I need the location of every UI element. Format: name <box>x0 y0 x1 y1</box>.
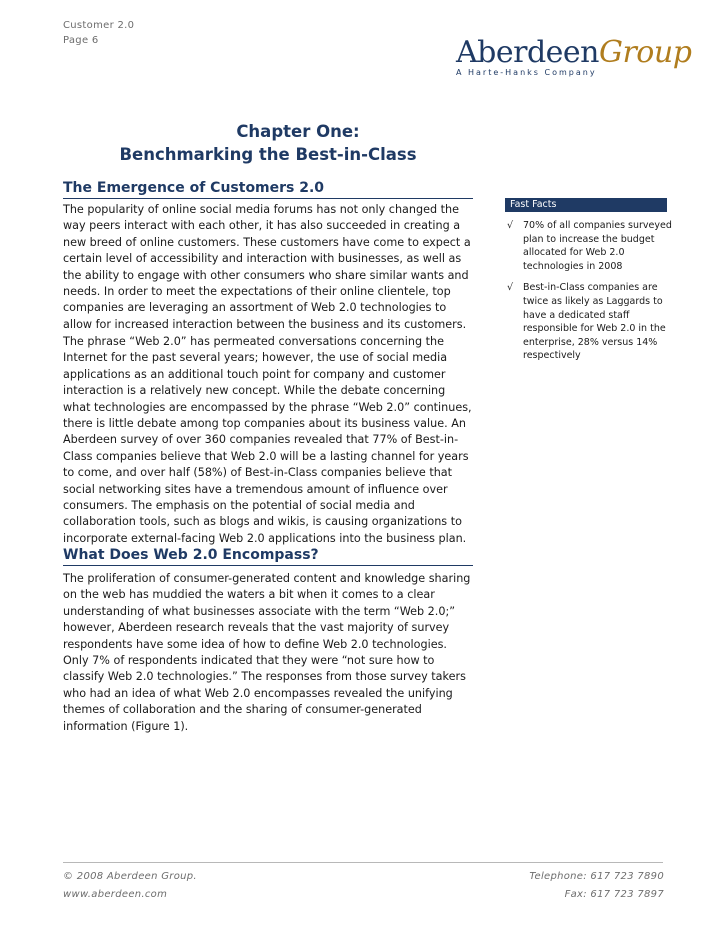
checkmark-icon: √ <box>507 282 514 294</box>
logo-name-aberdeen: Aberdeen <box>456 35 599 70</box>
logo-wordmark <box>456 35 692 70</box>
logo-tagline: A Harte-Hanks Company <box>456 68 597 77</box>
fast-fact-item <box>507 281 672 363</box>
body-paragraph: The popularity of online social media forums has not only changed the way peers interact with each other, it has also succeeded in creating a new breed of online customers. These customers have come to expect a certain level of accessibility and interaction with businesses, as well as the ability to engage with other consumers who share similar wants and needs. In order to meet the expectations of their online clientele, top companies are leveraging an assortment of Web 2.0 technologies to allow for increased interaction between the business and its customers. <box>63 203 471 331</box>
telephone: Telephone: 617 723 7890 <box>529 871 664 882</box>
chapter-number: Chapter One: <box>236 122 360 141</box>
website-link[interactable]: www.aberdeen.com <box>63 889 168 900</box>
section-heading-emergence: The Emergence of Customers 2.0 <box>63 180 473 199</box>
body-paragraph: The phrase “Web 2.0” has permeated conversations concerning the Internet for the past several years; however, the use of social media applications as an additional touch point for company and customer interaction is a relatively new concept. While the debate concerning what technologies are encompassed by the phrase “Web 2.0” continues, there is little debate among top companies about its business value. An Aberdeen survey of over 360 companies revealed that 77% of Best-in-Class companies believe that Web 2.0 will be a lasting channel for years to come, and over half (58%) of Best-in-Class companies believe that social networking sites have a tremendous amount of influence over consumers. The emphasis on the potential of social media and collaboration tools, such as blogs and wikis, is causing organizations to incorporate external-facing Web 2.0 applications into the business plan. <box>63 335 472 545</box>
footer-divider <box>63 862 663 863</box>
page-number: Page 6 <box>63 35 99 46</box>
body-paragraph: The proliferation of consumer-generated content and knowledge sharing on the web has muddied the waters a bit when it comes to a clear understanding of what businesses associate with the term “Web 2.0;” however, Aberdeen research reveals that the vast majority of survey respondents have some idea of how to define Web 2.0 technologies. Only 7% of respondents indicated that they were “not sure how to classify Web 2.0 technologies.” The responses from those survey takers who had an idea of what Web 2.0 encompasses revealed the unifying themes of collaboration and the sharing of consumer-generated information (Figure 1). <box>63 572 471 733</box>
fast-fact-item <box>507 219 672 273</box>
fast-fact-text: 70% of all companies surveyed plan to increase the budget allocated for Web 2.0 technologies in 2008 <box>523 220 672 272</box>
footer-left <box>63 868 197 904</box>
fast-fact-text: Best-in-Class companies are twice as likely as Laggards to have a dedicated staff responsible for Web 2.0 in the enterprise, 28% versus 14% respectively <box>523 282 666 362</box>
running-header <box>63 18 134 48</box>
chapter-title: Benchmarking the Best-in-Class <box>119 145 417 164</box>
logo-name-group: Group <box>599 35 692 70</box>
section-heading-web20: What Does Web 2.0 Encompass? <box>63 547 473 566</box>
fast-facts-list <box>507 219 672 371</box>
checkmark-icon: √ <box>507 220 514 231</box>
footer-right <box>529 868 664 904</box>
doc-title: Customer 2.0 <box>63 20 135 31</box>
aberdeen-logo <box>456 35 692 77</box>
copyright: © 2008 Aberdeen Group. <box>63 871 197 882</box>
fast-facts-title: Fast Facts <box>505 198 667 212</box>
fax: Fax: 617 723 7897 <box>564 889 664 900</box>
